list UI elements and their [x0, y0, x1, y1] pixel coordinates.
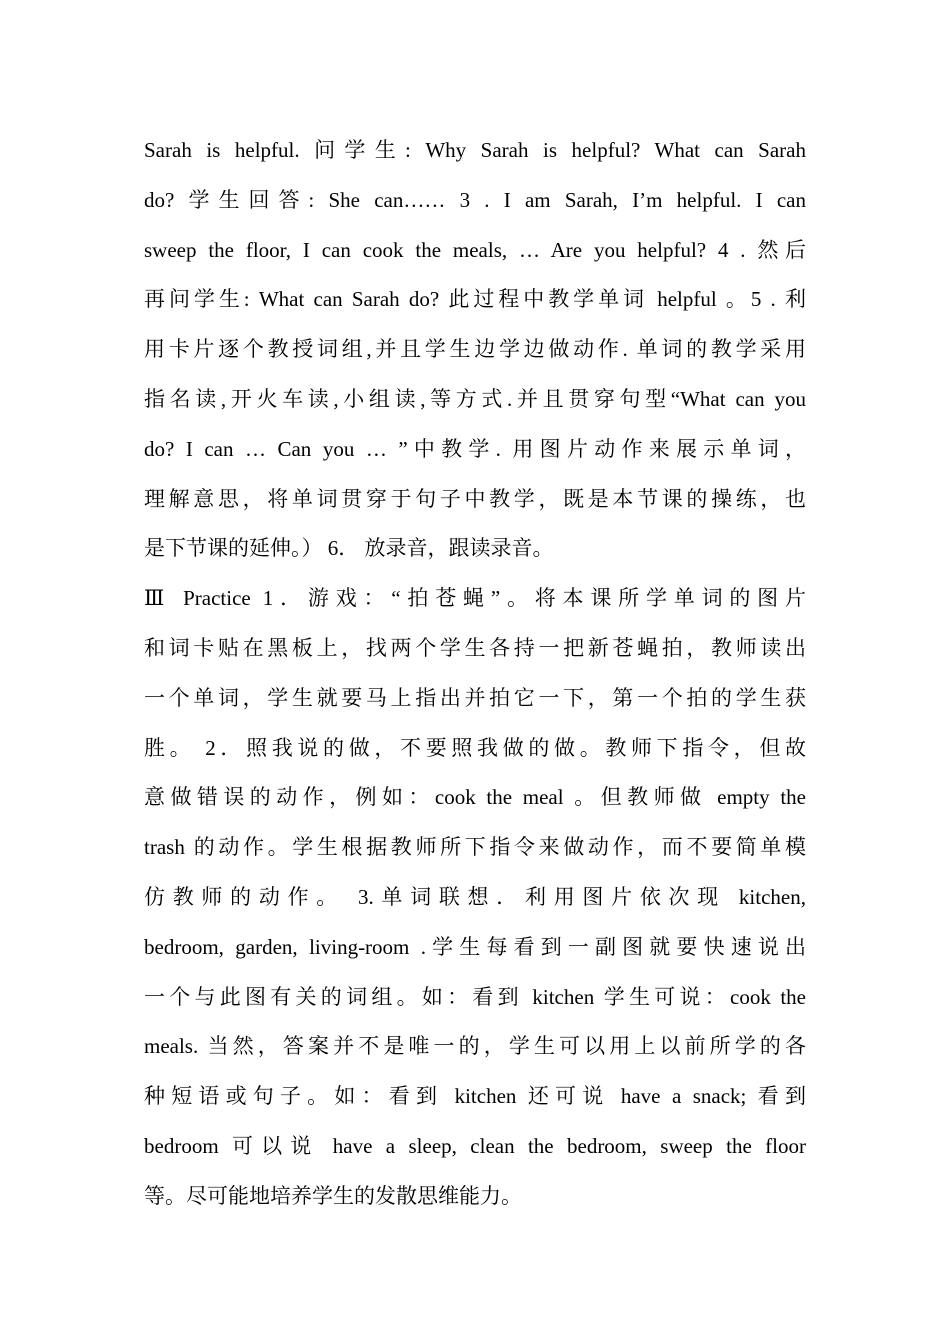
text-line: 仿教师的动作。 3.单词联想．利用图片依次现 kitchen,	[144, 884, 806, 909]
text-line: Sarah is helpful. 问学生: Why Sarah is helpful? What can Sarah	[144, 138, 806, 162]
text-line: meals. 当然，答案并不是唯一的，学生可以用上以前所学的各	[144, 1034, 806, 1059]
text-line: Ⅲ Practice 1．游戏：“拍苍蝇”。将本课所学单词的图片	[144, 586, 806, 611]
text-line: 再问学生: What can Sarah do? 此过程中教学单词 helpful 。5 . 利	[144, 287, 806, 312]
text-line: do? I can … Can you … ”中教学. 用图片动作来展示单词，	[144, 436, 806, 461]
text-line: 一个单词，学生就要马上指出并拍它一下，第一个拍的学生获	[144, 685, 806, 710]
text-line: 理解意思，将单词贯穿于句子中教学，既是本节课的操练，也	[144, 486, 806, 511]
text-line: bedroom 可以说 have a sleep, clean the bedroom, sweep the floor	[144, 1133, 806, 1158]
text-line: 和词卡贴在黑板上，找两个学生各持一把新苍蝇拍，教师读出	[144, 635, 806, 660]
text-line: 胜。 2．照我说的做，不要照我做的做。教师下指令，但故	[144, 735, 806, 760]
text-line: 用卡片逐个教授词组,并且学生边学边做动作. 单词的教学采用	[144, 337, 806, 362]
text-line: sweep the floor, I can cook the meals, … Are you helpful? 4 . 然后	[144, 237, 806, 262]
text-line: 意做错误的动作，例如：cook the meal 。但教师做 empty the	[144, 785, 806, 810]
text-line: 指名读,开火车读,小组读,等方式.并且贯穿句型“What can you	[144, 386, 806, 411]
text-line: do? 学生回答: She can…… 3 . I am Sarah, I’m helpful. I can	[144, 187, 806, 212]
text-line: 是下节课的延伸。） 6． 放录音，跟读录音。	[144, 536, 554, 561]
text-line: bedroom, garden, living-room .学生每看到一副图就要快速说出	[144, 934, 806, 959]
text-line: 一个与此图有关的词组。如：看到 kitchen 学生可说：cook the	[144, 984, 806, 1009]
document-body	[144, 126, 806, 1222]
text-line: 种短语或句子。如：看到 kitchen 还可说 have a snack; 看到	[144, 1084, 806, 1109]
text-line: trash 的动作。学生根据教师所下指令来做动作，而不要简单模	[144, 835, 806, 860]
text-line: 等。尽可能地培养学生的发散思维能力。	[144, 1183, 522, 1208]
